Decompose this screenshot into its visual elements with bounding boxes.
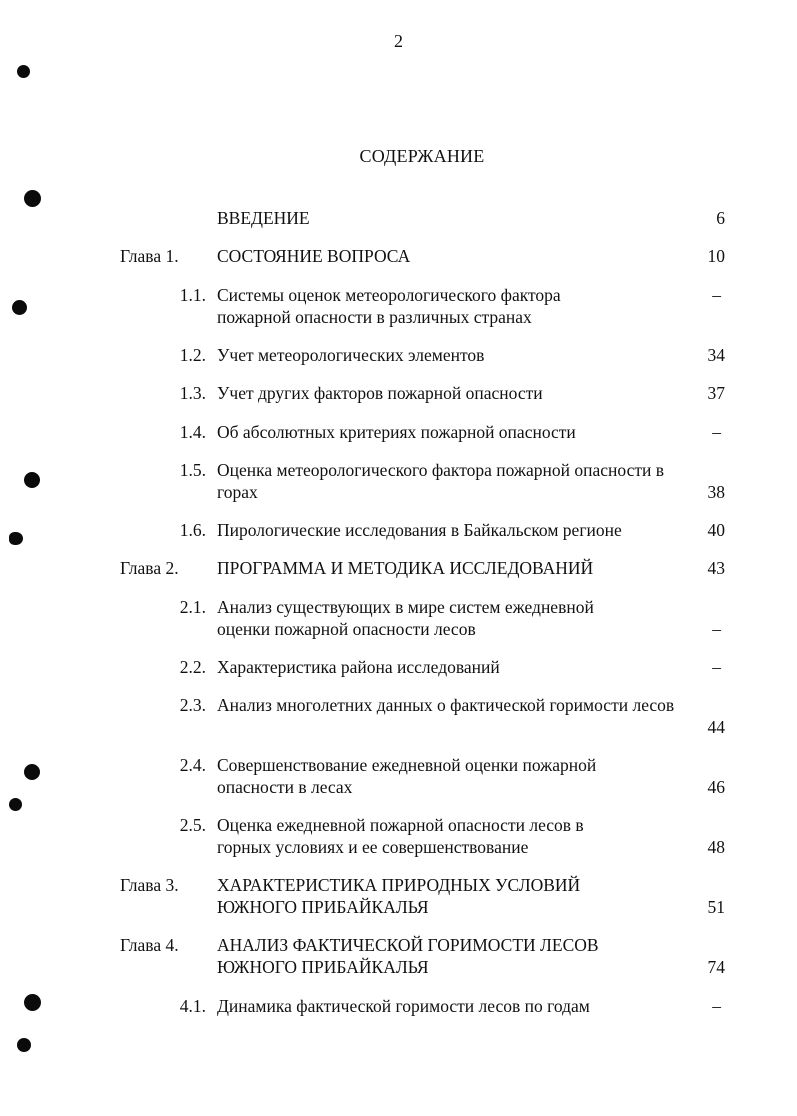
toc-page: 44 bbox=[707, 717, 725, 737]
punch-hole-mark bbox=[24, 764, 40, 780]
toc-page: 34 bbox=[707, 345, 725, 365]
toc-label: 1.1. bbox=[179, 285, 206, 305]
toc-page: – bbox=[712, 657, 721, 677]
punch-hole-mark bbox=[9, 798, 22, 811]
toc-page: 48 bbox=[707, 837, 725, 857]
toc-page: – bbox=[712, 619, 721, 639]
toc-label: 4.1. bbox=[179, 996, 206, 1016]
punch-hole-mark bbox=[9, 532, 23, 545]
toc-page: 74 bbox=[707, 957, 725, 977]
toc-label: 2.5. bbox=[179, 815, 206, 835]
page-title: СОДЕРЖАНИЕ bbox=[359, 146, 485, 166]
toc-page: 51 bbox=[707, 897, 725, 917]
toc-label: 1.6. bbox=[179, 520, 206, 540]
toc-label: 1.5. bbox=[179, 460, 206, 480]
toc-title: Пирологические исследования в Байкальском регионе bbox=[217, 520, 622, 540]
toc-title: Совершенствование ежедневной оценки пожарной опасности в лесах bbox=[217, 755, 597, 797]
toc-label: Глава 4. bbox=[120, 935, 179, 955]
toc-page: – bbox=[712, 422, 721, 442]
toc-page: 6 bbox=[716, 208, 725, 228]
toc-title: СОСТОЯНИЕ ВОПРОСА bbox=[217, 246, 411, 266]
toc-title: Оценка метеорологического фактора пожарной опасности в горах bbox=[217, 460, 665, 502]
toc-title: Об абсолютных критериях пожарной опасности bbox=[217, 422, 576, 442]
toc-label: 1.3. bbox=[179, 383, 206, 403]
toc-title: Учет других факторов пожарной опасности bbox=[217, 383, 543, 403]
toc-label: 2.2. bbox=[179, 657, 206, 677]
toc-title: ХАРАКТЕРИСТИКА ПРИРОДНЫХ УСЛОВИЙ ЮЖНОГО ПРИБАЙКАЛЬЯ bbox=[217, 875, 581, 917]
punch-hole-mark bbox=[24, 472, 40, 488]
toc-title: ВВЕДЕНИЕ bbox=[217, 208, 310, 228]
toc-label: Глава 3. bbox=[120, 875, 179, 895]
toc-page: – bbox=[712, 996, 721, 1016]
toc-title: АНАЛИЗ ФАКТИЧЕСКОЙ ГОРИМОСТИ ЛЕСОВ ЮЖНОГО ПРИБАЙКАЛЬЯ bbox=[217, 935, 599, 977]
toc-label: 2.1. bbox=[179, 597, 206, 617]
punch-hole-mark bbox=[12, 300, 27, 315]
punch-hole-mark bbox=[17, 65, 30, 78]
toc-page: 46 bbox=[707, 777, 725, 797]
punch-hole-mark bbox=[24, 994, 41, 1011]
toc-title: Системы оценок метеорологического фактора пожарной опасности в различных странах bbox=[217, 285, 561, 327]
toc-title: Анализ многолетних данных о фактической горимости лесов bbox=[217, 695, 675, 715]
toc-page: 37 bbox=[707, 383, 725, 403]
toc-page: – bbox=[712, 285, 721, 305]
toc-title: Учет метеорологических элементов bbox=[217, 345, 485, 365]
toc-title: Характеристика района исследований bbox=[217, 657, 500, 677]
toc-title: ПРОГРАММА И МЕТОДИКА ИССЛЕДОВАНИЙ bbox=[217, 558, 594, 578]
toc-title: Анализ существующих в мире систем ежедневной оценки пожарной опасности лесов bbox=[217, 597, 594, 639]
toc-page: 43 bbox=[707, 558, 725, 578]
toc-page: 38 bbox=[707, 482, 725, 502]
toc-label: Глава 2. bbox=[120, 558, 179, 578]
toc-page: 40 bbox=[707, 520, 725, 540]
toc-label: 1.4. bbox=[179, 422, 206, 442]
toc-label: 2.4. bbox=[179, 755, 206, 775]
toc-title: Оценка ежедневной пожарной опасности лесов в горных условиях и ее совершенствование bbox=[217, 815, 584, 857]
toc-page: 10 bbox=[707, 246, 725, 266]
page-number: 2 bbox=[394, 31, 403, 51]
punch-hole-mark bbox=[24, 190, 41, 207]
toc-label: 1.2. bbox=[179, 345, 206, 365]
punch-hole-mark bbox=[17, 1038, 31, 1052]
toc-label: Глава 1. bbox=[120, 246, 179, 266]
toc-label: 2.3. bbox=[179, 695, 206, 715]
toc-title: Динамика фактической горимости лесов по годам bbox=[217, 996, 590, 1016]
